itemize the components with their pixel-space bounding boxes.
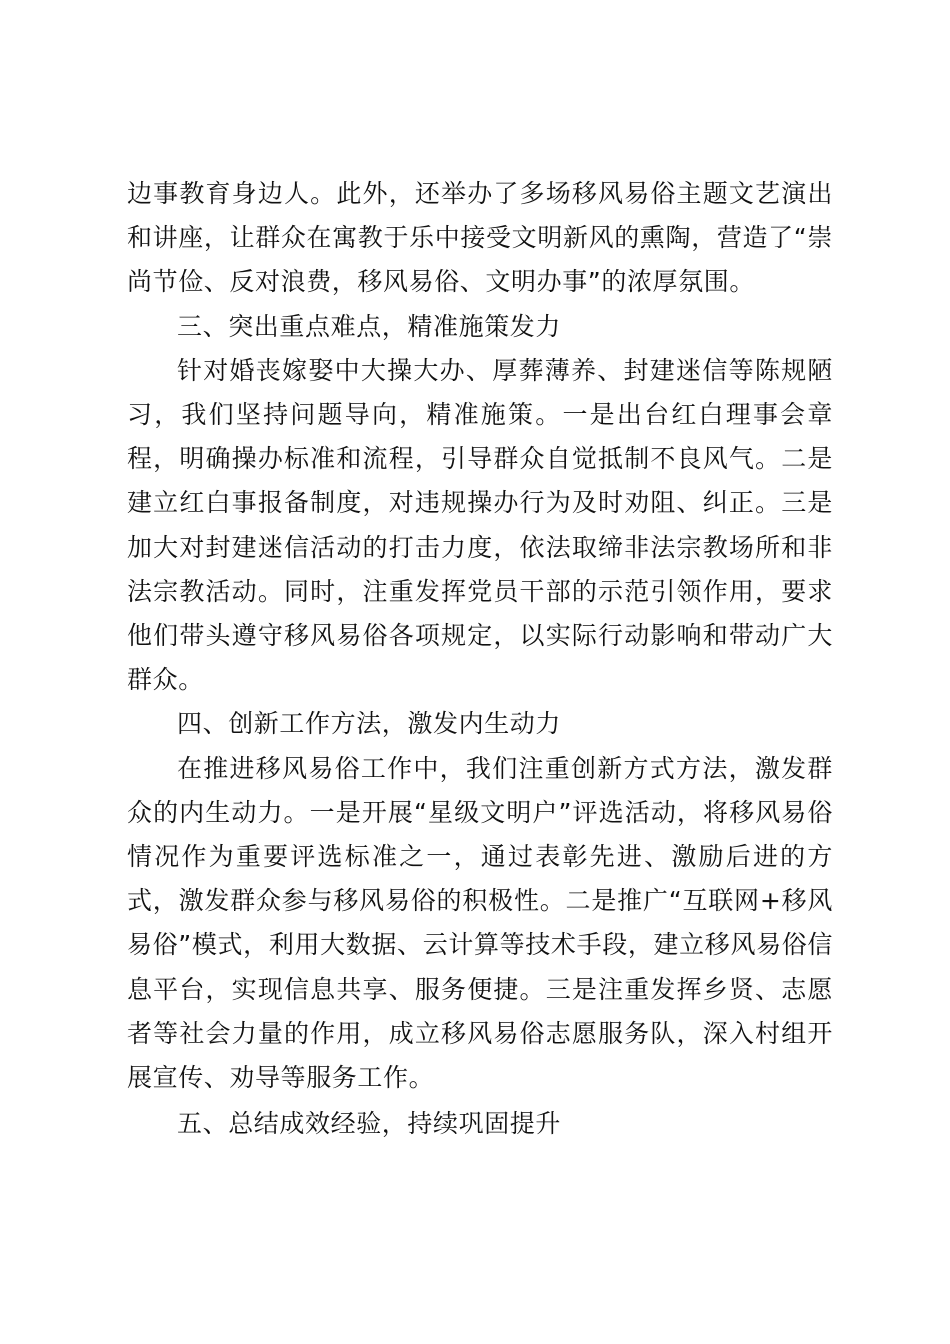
paragraph-section-4: 在推进移风易俗工作中，我们注重创新方式方法，激发群众的内生动力。一是开展“星级文明户”评选活动，将移风易俗情况作为重要评选标准之一，通过表彰先进、激励后进的方式，激发群众参与移风易俗的积极性。二是推广“互联网+移风易俗”模式，利用大数据、云计算等技术手段，建立移风易俗信息平台，实现信息共享、服务便捷。三是注重发挥乡贤、志愿者等社会力量的作用，成立移风易俗志愿服务队，深入村组开展宣传、劝导等服务工作。 <box>127 753 833 1093</box>
paragraph-section-3: 针对婚丧嫁娶中大操大办、厚葬薄养、封建迷信等陈规陋习，我们坚持问题导向，精准施策。一是出台红白理事会章程，明确操办标准和流程，引导群众自觉抵制不良风气。二是建立红白事报备制度，对违规操办行为及时劝阻、纠正。三是加大对封建迷信活动的打击力度，依法取缔非法宗教场所和非法宗教活动。同时，注重发挥党员干部的示范引领作用，要求他们带头遵守移风易俗各项规定，以实际行动影响和带动广大群众。 <box>127 355 833 695</box>
section-heading-5: 五、总结成效经验，持续巩固提升 <box>177 1109 562 1139</box>
section-heading-4: 四、创新工作方法，激发内生动力 <box>177 709 562 739</box>
document-body <box>127 172 833 1146</box>
paragraph-continuation: 边事教育身边人。此外，还举办了多场移风易俗主题文艺演出和讲座，让群众在寓教于乐中接受文明新风的熏陶，营造了“崇尚节俭、反对浪费，移风易俗、文明办事”的浓厚氛围。 <box>127 179 833 297</box>
section-heading-3: 三、突出重点难点，精准施策发力 <box>177 311 562 341</box>
